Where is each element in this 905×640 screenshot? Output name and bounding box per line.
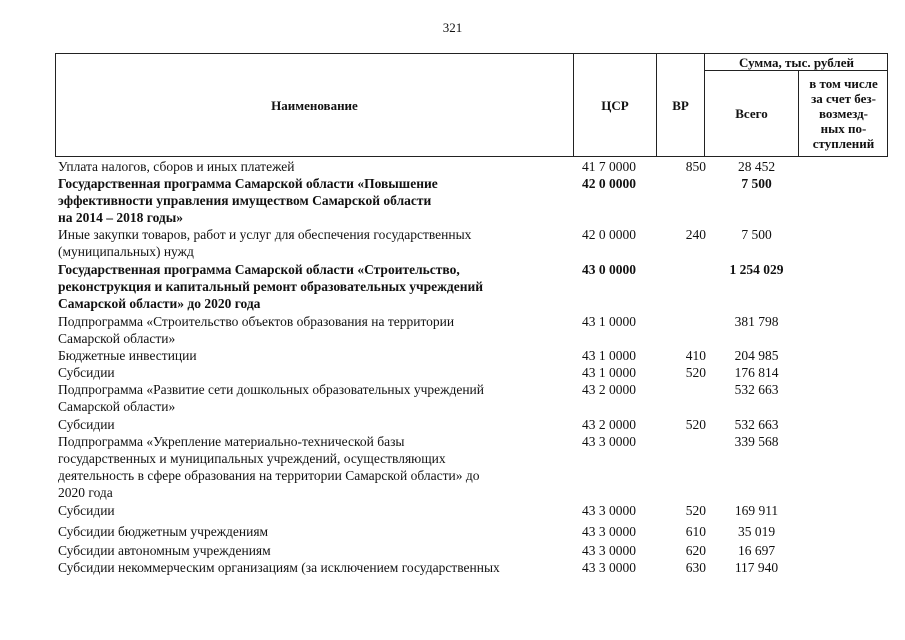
row-total: 532 663 xyxy=(734,417,779,432)
row-name-line: 2020 года xyxy=(58,485,113,500)
header-vr: ВР xyxy=(672,97,689,113)
row-name xyxy=(58,416,576,433)
row-total: 204 985 xyxy=(734,348,779,363)
row-name xyxy=(58,158,576,175)
row-vr: 410 xyxy=(685,348,706,363)
row-vr: 520 xyxy=(685,365,706,380)
row-name-line: Самарской области» до 2020 года xyxy=(58,296,261,311)
row-total: 339 568 xyxy=(734,434,779,449)
row-csr: 43 1 0000 xyxy=(582,348,636,363)
row-csr: 43 3 0000 xyxy=(582,503,636,518)
row-name-line: реконструкция и капитальный ремонт образовательных учреждений xyxy=(58,279,484,294)
page-number: 321 xyxy=(442,20,463,35)
row-name-line: Субсидии автономным учреждениям xyxy=(58,543,271,558)
row-vr: 520 xyxy=(685,417,706,432)
row-vr: 630 xyxy=(685,560,706,575)
row-name-line: (муниципальных) нужд xyxy=(58,244,194,259)
header-incl-line: возмезд- xyxy=(819,106,868,121)
row-name-line: эффективности управления имуществом Самарской области xyxy=(58,193,432,208)
row-csr: 43 3 0000 xyxy=(582,524,636,539)
row-total: 117 940 xyxy=(734,560,779,575)
row-csr: 42 0 0000 xyxy=(582,176,636,191)
row-name xyxy=(58,523,576,540)
row-total: 28 452 xyxy=(737,159,776,174)
row-name-line: Субсидии некоммерческим организациям (за исключением государственных xyxy=(58,560,500,575)
table-header xyxy=(55,53,888,157)
row-total: 532 663 xyxy=(734,382,779,397)
table-row xyxy=(55,381,888,416)
row-name-line: Государственная программа Самарской области «Строительство, xyxy=(58,262,460,277)
row-csr: 43 2 0000 xyxy=(582,417,636,432)
row-name-line: Субсидии xyxy=(58,365,115,380)
header-incl xyxy=(799,71,888,156)
table-row xyxy=(55,175,888,226)
header-name: Наименование xyxy=(271,97,358,113)
row-name-line: Самарской области» xyxy=(58,399,176,414)
table-row xyxy=(55,502,888,523)
row-csr: 43 1 0000 xyxy=(582,365,636,380)
table-row xyxy=(55,559,888,576)
row-csr: 42 0 0000 xyxy=(582,227,636,242)
row-total: 35 019 xyxy=(737,524,776,539)
row-name-line: Иные закупки товаров, работ и услуг для обеспечения государственных xyxy=(58,227,472,242)
row-name-line: государственных и муниципальных учреждений, осуществляющих xyxy=(58,451,446,466)
row-total: 1 254 029 xyxy=(729,262,784,277)
row-name-line: Бюджетные инвестиции xyxy=(58,348,197,363)
header-sum-group: Сумма, тыс. рублей xyxy=(739,54,854,70)
header-incl-line: в том числе xyxy=(809,76,878,91)
row-name-line: Субсидии xyxy=(58,417,115,432)
table-row xyxy=(55,542,888,559)
row-csr: 43 0 0000 xyxy=(582,262,636,277)
row-name-line: Подпрограмма «Укрепление материально-технической базы xyxy=(58,434,405,449)
row-name-line: Подпрограмма «Развитие сети дошкольных образовательных учреждений xyxy=(58,382,484,397)
row-name xyxy=(58,313,576,347)
row-total: 7 500 xyxy=(741,176,772,191)
row-name xyxy=(58,542,576,559)
row-name-line: Субсидии xyxy=(58,503,115,518)
row-vr: 620 xyxy=(685,543,706,558)
row-name-line: Уплата налогов, сборов и иных платежей xyxy=(58,159,295,174)
header-incl-line: ных по- xyxy=(820,121,867,136)
row-csr: 41 7 0000 xyxy=(582,159,636,174)
header-total: Всего xyxy=(735,106,768,121)
row-vr: 850 xyxy=(685,159,706,174)
row-name-line: Государственная программа Самарской области «Повышение xyxy=(58,176,438,191)
table-row xyxy=(55,158,888,175)
row-name xyxy=(58,226,576,260)
row-total: 169 911 xyxy=(734,503,779,518)
header-csr: ЦСР xyxy=(601,97,629,113)
row-name xyxy=(58,175,576,226)
table-row xyxy=(55,313,888,347)
row-name xyxy=(58,559,576,576)
row-csr: 43 1 0000 xyxy=(582,314,636,329)
table-row xyxy=(55,416,888,433)
row-total: 176 814 xyxy=(734,365,779,380)
header-incl-line: за счет без- xyxy=(811,91,876,106)
row-name-line: деятельность в сфере образования на территории Самарской области» до xyxy=(58,468,480,483)
row-name xyxy=(58,364,576,381)
row-csr: 43 3 0000 xyxy=(582,560,636,575)
row-name xyxy=(58,433,576,501)
row-name-line: Подпрограмма «Строительство объектов образования на территории xyxy=(58,314,455,329)
table-row xyxy=(55,261,888,313)
row-csr: 43 2 0000 xyxy=(582,382,636,397)
row-total: 381 798 xyxy=(734,314,779,329)
table-row xyxy=(55,226,888,261)
table-row xyxy=(55,364,888,381)
header-incl-line: ступлений xyxy=(812,136,875,151)
row-name-line: Субсидии бюджетным учреждениям xyxy=(58,524,269,539)
row-name xyxy=(58,502,576,519)
table-row xyxy=(55,523,888,542)
row-csr: 43 3 0000 xyxy=(582,434,636,449)
row-total: 16 697 xyxy=(737,543,776,558)
row-vr: 240 xyxy=(685,227,706,242)
row-vr: 610 xyxy=(685,524,706,539)
row-name xyxy=(58,261,576,312)
row-name-line: Самарской области» xyxy=(58,331,176,346)
row-name xyxy=(58,347,576,364)
row-name xyxy=(58,381,576,415)
row-total: 7 500 xyxy=(741,227,772,242)
table-row xyxy=(55,347,888,364)
row-csr: 43 3 0000 xyxy=(582,543,636,558)
table-body xyxy=(55,158,888,576)
row-vr: 520 xyxy=(685,503,706,518)
table-row xyxy=(55,433,888,502)
row-name-line: на 2014 – 2018 годы» xyxy=(58,210,184,225)
